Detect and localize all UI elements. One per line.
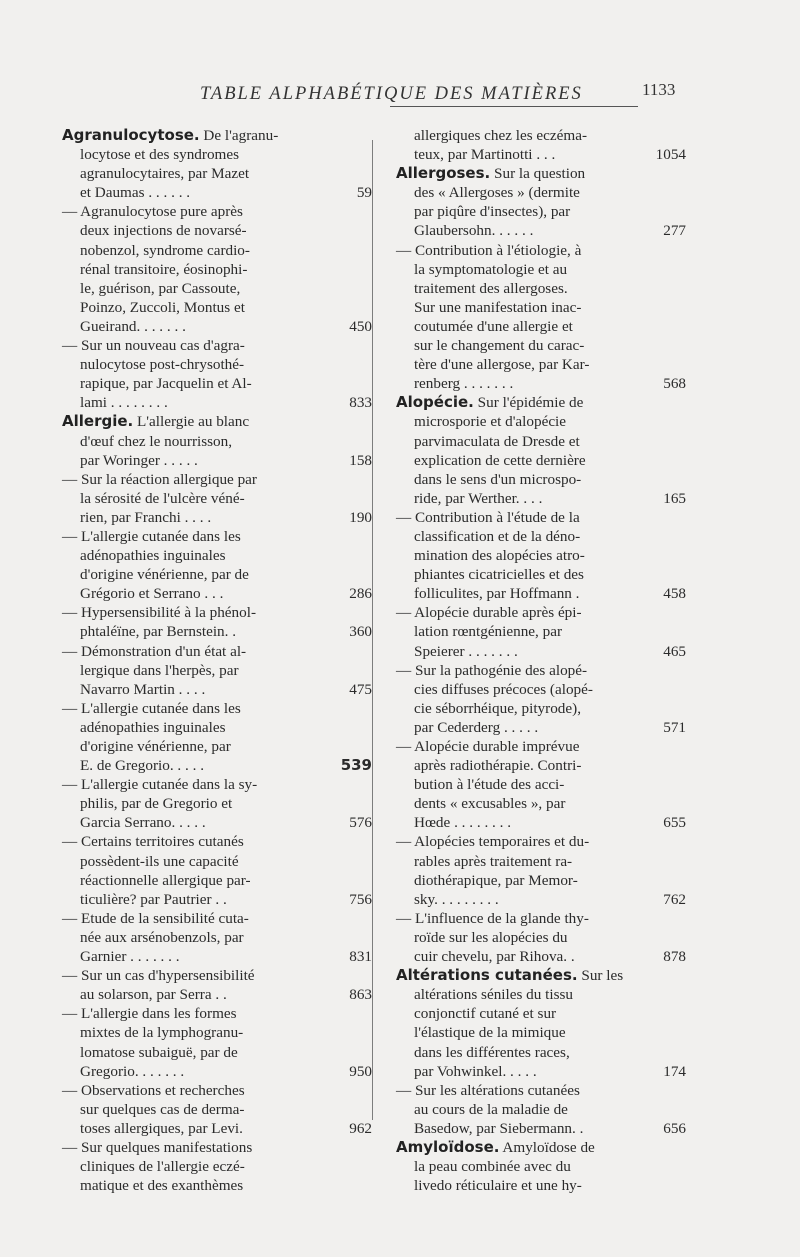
index-line	[62, 355, 364, 374]
index-line-text: — Sur un cas d'hypersensibilité	[62, 967, 255, 985]
index-line	[62, 145, 364, 164]
index-line-text: — Démonstration d'un état al-	[62, 642, 247, 660]
index-line-text: parvimaculata de Dresde et	[414, 432, 580, 450]
index-line	[396, 756, 684, 775]
index-line	[396, 1138, 684, 1157]
index-line	[396, 794, 684, 813]
index-line	[62, 546, 364, 565]
index-line	[62, 1119, 372, 1138]
index-line-text: rapique, par Jacquelin et Al-	[80, 375, 252, 393]
index-line-text: toses allergiques, par Levi.	[80, 1119, 243, 1137]
index-line	[62, 317, 372, 336]
index-line	[396, 412, 684, 431]
entry-headword: Allergie.	[62, 412, 134, 431]
entry-text: L'allergie au blanc	[133, 413, 250, 431]
index-line-text: Speierer . . . . . . .	[414, 642, 518, 660]
index-line-text: roïde sur les alopécies du	[414, 928, 568, 946]
index-line	[396, 813, 684, 832]
index-line	[62, 565, 364, 584]
index-line-text: conjonctif cutané et sur	[414, 1005, 557, 1023]
page-reference: 831	[349, 948, 372, 966]
index-line-text: Gregorio. . . . . . .	[80, 1062, 185, 1080]
page-reference: 475	[349, 680, 372, 698]
index-line	[62, 699, 364, 718]
page-reference: 465	[663, 642, 686, 660]
index-line-text: la sérosité de l'ulcère véné-	[80, 489, 245, 507]
index-line	[396, 317, 684, 336]
index-line-text: lation rœntgénienne, par	[414, 623, 563, 641]
page-reference: 655	[663, 814, 686, 832]
index-line-text: philis, par de Gregorio et	[80, 795, 233, 813]
index-line-text: possèdent-ils une capacité	[80, 852, 239, 870]
index-line	[396, 260, 684, 279]
index-line	[62, 1004, 364, 1023]
index-line-text: coutumée d'une allergie et	[414, 317, 573, 335]
index-line	[62, 661, 364, 680]
index-line-text: cies diffuses précoces (alopé-	[414, 680, 593, 698]
index-line	[396, 832, 684, 851]
index-line-text: après radiothérapie. Contri-	[414, 757, 582, 775]
right-column	[396, 126, 684, 1195]
index-line-text: cliniques de l'allergie eczé-	[80, 1158, 245, 1176]
index-line	[62, 794, 364, 813]
index-line	[396, 661, 684, 680]
index-line-text: — Certains territoires cutanés	[62, 833, 244, 851]
index-line	[62, 336, 364, 355]
index-line	[396, 221, 684, 240]
index-line	[396, 966, 684, 985]
index-line	[396, 642, 684, 661]
index-line	[62, 852, 364, 871]
index-line-text	[62, 412, 364, 431]
page-reference: 950	[349, 1062, 372, 1080]
entry-headword: Amyloïdose.	[396, 1137, 500, 1156]
index-line	[62, 718, 364, 737]
index-line	[62, 966, 364, 985]
index-line-text: Hœde . . . . . . . .	[414, 814, 512, 832]
index-line	[62, 985, 372, 1004]
index-line-text: deux injections de novarsé-	[80, 222, 247, 240]
entry-text: Sur l'épidémie de	[473, 394, 584, 412]
index-line	[62, 928, 364, 947]
page-reference: 762	[663, 890, 686, 908]
index-line	[396, 584, 684, 603]
index-line	[62, 871, 364, 890]
index-line	[62, 1043, 364, 1062]
index-line	[396, 603, 684, 622]
index-line-text: mixtes de la lymphogranu-	[80, 1024, 244, 1042]
entry-headword: Allergoses.	[396, 164, 491, 183]
index-line-text: Navarro Martin . . . .	[80, 680, 206, 698]
index-line	[62, 527, 364, 546]
index-line-text: nulocytose post-chrysothé-	[80, 356, 245, 374]
page-reference: 656	[663, 1119, 686, 1137]
page-reference: 59	[356, 184, 372, 202]
index-line-text: la peau combinée avec du	[414, 1158, 571, 1176]
index-line	[396, 1119, 684, 1138]
index-line-text: l'élastique de la mimique	[414, 1024, 566, 1042]
index-line-text: la symptomatologie et au	[414, 260, 568, 278]
index-line-text: — Alopécie durable imprévue	[396, 738, 580, 755]
index-line	[396, 355, 684, 374]
entry-text: Amyloïdose de	[499, 1138, 595, 1156]
index-line-text: au solarson, par Serra . .	[80, 986, 227, 1004]
index-line	[62, 241, 364, 260]
index-line	[62, 1081, 364, 1100]
index-line	[396, 928, 684, 947]
index-line	[62, 202, 364, 221]
index-line-text: ride, par Werther. . . .	[414, 489, 543, 507]
index-line-text: — Sur la pathogénie des alopé-	[396, 661, 588, 679]
page-reference: 174	[663, 1062, 686, 1080]
index-line	[396, 699, 684, 718]
index-line	[396, 1023, 684, 1042]
index-line-text	[396, 966, 684, 985]
index-line	[396, 1043, 684, 1062]
index-line	[396, 164, 684, 183]
index-line	[62, 756, 372, 775]
index-line	[396, 527, 684, 546]
index-line-text: par Cederderg . . . . .	[414, 718, 539, 736]
page-reference: 863	[349, 986, 372, 1004]
page-reference: 539	[340, 756, 372, 775]
index-line-text: Basedow, par Siebermann. .	[414, 1119, 584, 1137]
index-line-text: explication de cette dernière	[414, 451, 586, 469]
index-line	[62, 603, 364, 622]
page-reference: 286	[349, 585, 372, 603]
index-line-text: bution à l'étude des acci-	[414, 776, 565, 794]
index-line-text: — Contribution à l'étiologie, à	[396, 241, 582, 259]
index-line	[396, 1081, 684, 1100]
index-line-text: classification et de la déno-	[414, 527, 581, 545]
index-line	[62, 183, 372, 202]
index-line-text: ticulière? par Pautrier . .	[80, 890, 227, 908]
index-line-text: — Agranulocytose pure après	[62, 203, 243, 221]
column-divider	[372, 140, 373, 1120]
index-line-text: nobenzol, syndrome cardio-	[80, 241, 250, 259]
page-reference: 190	[349, 508, 372, 526]
page-reference: 360	[349, 623, 372, 641]
index-line-text: agranulocytaires, par Mazet	[80, 165, 250, 183]
index-line	[396, 470, 684, 489]
index-line	[396, 546, 684, 565]
index-line	[62, 279, 364, 298]
index-line	[396, 508, 684, 527]
index-line	[62, 432, 364, 451]
index-line-text: folliculites, par Hoffmann .	[414, 585, 580, 603]
page-reference: 165	[663, 489, 686, 507]
index-line	[62, 412, 364, 431]
page-reference: 568	[663, 375, 686, 393]
index-line	[396, 1062, 684, 1081]
index-line	[396, 279, 684, 298]
index-line	[396, 489, 684, 508]
index-line	[62, 890, 372, 909]
page-reference: 878	[663, 948, 686, 966]
index-line-text: diothérapique, par Memor-	[414, 871, 578, 889]
index-line-text: au cours de la maladie de	[414, 1100, 568, 1118]
index-line-text: dans le sens d'un microspo-	[414, 470, 582, 488]
page-reference: 1054	[655, 146, 686, 164]
index-line-text: — Sur les altérations cutanées	[396, 1081, 580, 1099]
index-line	[62, 489, 364, 508]
index-line	[396, 680, 684, 699]
index-line-text: par piqûre d'insectes), par	[414, 203, 571, 221]
page-reference: 450	[349, 317, 372, 335]
index-line	[396, 890, 684, 909]
index-line-text: — L'allergie cutanée dans les	[62, 699, 241, 717]
index-line	[62, 1138, 364, 1157]
index-line-text: Garcia Serrano. . . . .	[80, 814, 206, 832]
index-line	[62, 164, 364, 183]
index-line-text: née aux arsénobenzols, par	[80, 928, 244, 946]
index-line	[396, 622, 684, 641]
index-line-text: adénopathies inguinales	[80, 718, 226, 736]
index-line-text: d'œuf chez le nourrisson,	[80, 432, 233, 450]
index-line	[62, 909, 364, 928]
index-line	[62, 775, 364, 794]
index-line-text: locytose et des syndromes	[80, 146, 240, 164]
index-line	[396, 718, 684, 737]
index-line-text: Poinzo, Zuccoli, Montus et	[80, 298, 245, 316]
index-line-text: E. de Gregorio. . . . .	[80, 757, 204, 775]
index-line	[396, 183, 684, 202]
index-line-text: lomatose subaiguë, par de	[80, 1043, 238, 1061]
index-line	[396, 451, 684, 470]
index-line	[62, 374, 364, 393]
index-line	[62, 298, 364, 317]
index-line-text: — L'allergie cutanée dans les	[62, 527, 241, 545]
page-reference: 458	[663, 585, 686, 603]
entry-text: Sur les	[577, 967, 624, 985]
index-line-text: Glaubersohn. . . . . .	[414, 222, 534, 240]
header-rule	[390, 106, 638, 107]
index-line-text: altérations séniles du tissu	[414, 986, 574, 1004]
index-line-text: rables après traitement ra-	[414, 852, 573, 870]
index-line-text: par Woringer . . . . .	[80, 451, 198, 469]
index-line-text: — Alopécies temporaires et du-	[396, 833, 590, 851]
index-line-text: allergiques chez les eczéma-	[414, 127, 588, 144]
index-line	[396, 1157, 684, 1176]
index-line-text: adénopathies inguinales	[80, 547, 226, 565]
index-line-text: phiantes cicatricielles et des	[414, 566, 584, 584]
index-line-text: dans les différentes races,	[414, 1043, 570, 1061]
index-line	[62, 947, 372, 966]
index-line	[396, 241, 684, 260]
index-line	[396, 393, 684, 412]
index-line	[62, 1062, 372, 1081]
index-line	[396, 1176, 684, 1195]
page-reference: 756	[349, 890, 372, 908]
index-line-text: — L'allergie dans les formes	[62, 1005, 237, 1023]
index-line-text: dents « excusables », par	[414, 795, 566, 813]
index-line	[62, 1100, 364, 1119]
index-line-text: d'origine vénérienne, par de	[80, 566, 249, 584]
index-line	[62, 1023, 364, 1042]
index-line	[396, 145, 684, 164]
index-line-text: — Hypersensibilité à la phénol-	[62, 604, 257, 622]
entry-text: De l'agranu-	[199, 127, 279, 144]
index-line-text: livedo réticulaire et une hy-	[414, 1177, 582, 1195]
index-line	[62, 584, 372, 603]
index-line-text: et Daumas . . . . . .	[80, 184, 191, 202]
index-line-text: cuir chevelu, par Rihova. .	[414, 948, 575, 966]
index-line-text: le, guérison, par Cassoute,	[80, 279, 241, 297]
index-line-text: tère d'une allergose, par Kar-	[414, 356, 590, 374]
index-line	[62, 470, 364, 489]
index-line	[62, 680, 372, 699]
index-line-text: sky. . . . . . . . .	[414, 890, 499, 908]
index-line	[62, 813, 372, 832]
index-line-text: — Etude de la sensibilité cuta-	[62, 909, 249, 927]
index-line	[396, 432, 684, 451]
index-line	[396, 374, 684, 393]
index-line	[62, 221, 364, 240]
index-line-text: cie séborrhéique, pityrode),	[414, 699, 581, 717]
entry-headword: Alopécie.	[396, 393, 474, 412]
index-line-text	[396, 1138, 684, 1157]
page-reference: 576	[349, 814, 372, 832]
index-line-text: matique et des exanthèmes	[80, 1177, 244, 1195]
page-reference: 158	[349, 451, 372, 469]
index-line-text	[396, 393, 684, 412]
index-line-text: lami . . . . . . . .	[80, 394, 168, 412]
index-line	[62, 622, 372, 641]
entry-headword: Agranulocytose.	[62, 126, 200, 144]
index-line	[396, 947, 684, 966]
index-line-text: — Alopécie durable après épi-	[396, 604, 582, 622]
page-title: TABLE ALPHABÉTIQUE DES MATIÈRES	[200, 84, 583, 104]
index-line	[396, 737, 684, 756]
index-line-text: teux, par Martinotti . . .	[414, 146, 556, 164]
index-line	[62, 260, 364, 279]
index-line-text: — Observations et recherches	[62, 1081, 245, 1099]
index-line	[396, 336, 684, 355]
index-line	[396, 298, 684, 317]
index-line	[396, 852, 684, 871]
index-line	[62, 1157, 364, 1176]
index-line-text: Sur une manifestation inac-	[414, 298, 582, 316]
index-line-text: lergique dans l'herpès, par	[80, 661, 239, 679]
index-line	[396, 126, 684, 145]
index-line	[62, 393, 372, 412]
index-line-text: par Vohwinkel. . . . .	[414, 1062, 537, 1080]
index-line	[396, 985, 684, 1004]
index-line	[62, 737, 364, 756]
index-line-text: mination des alopécies atro-	[414, 547, 585, 565]
index-line-text: — Sur un nouveau cas d'agra-	[62, 337, 245, 355]
index-line-text: Garnier . . . . . . .	[80, 948, 180, 966]
index-line-text: microsporie et d'alopécie	[414, 413, 567, 431]
index-line-text: réactionnelle allergique par-	[80, 871, 251, 889]
index-line-text: sur le changement du carac-	[414, 337, 585, 355]
index-line-text: Grégorio et Serrano . . .	[80, 585, 224, 603]
index-line-text: d'origine vénérienne, par	[80, 738, 231, 755]
index-line-text: renberg . . . . . . .	[414, 375, 514, 393]
index-line-text: traitement des allergoses.	[414, 279, 568, 297]
index-line-text: — L'allergie cutanée dans la sy-	[62, 776, 258, 794]
index-line	[396, 202, 684, 221]
index-line-text	[396, 164, 684, 183]
index-line-text: — Sur la réaction allergique par	[62, 470, 257, 488]
page-header	[0, 78, 800, 108]
page-reference: 277	[663, 222, 686, 240]
index-line-text: rien, par Franchi . . . .	[80, 508, 212, 526]
index-line-text: rénal transitoire, éosinophi-	[80, 260, 248, 278]
index-line	[62, 1176, 364, 1195]
index-line-text: phtaléïne, par Bernstein. .	[80, 623, 237, 641]
entry-text: Sur la question	[490, 165, 586, 183]
page-reference: 962	[349, 1119, 372, 1137]
index-line	[62, 451, 372, 470]
index-line	[62, 642, 364, 661]
left-column	[62, 126, 372, 1195]
index-line	[396, 871, 684, 890]
index-line	[396, 565, 684, 584]
index-line	[62, 508, 372, 527]
index-line-text: — Contribution à l'étude de la	[396, 508, 580, 526]
index-line-text: Gueirand. . . . . . .	[80, 317, 186, 335]
index-line	[396, 1100, 684, 1119]
index-line	[396, 909, 684, 928]
index-line-text: des « Allergoses » (dermite	[414, 184, 580, 202]
index-line-text: — Sur quelques manifestations	[62, 1138, 253, 1156]
index-line-text	[62, 126, 364, 145]
page-reference: 571	[663, 718, 686, 736]
page-number: 1133	[642, 80, 676, 99]
index-line	[396, 1004, 684, 1023]
index-line	[62, 832, 364, 851]
index-line	[396, 775, 684, 794]
index-line-text: sur quelques cas de derma-	[80, 1100, 245, 1118]
entry-headword: Altérations cutanées.	[396, 966, 578, 985]
page-reference: 833	[349, 394, 372, 412]
index-line	[62, 126, 364, 145]
index-line-text: — L'influence de la glande thy-	[396, 909, 589, 927]
